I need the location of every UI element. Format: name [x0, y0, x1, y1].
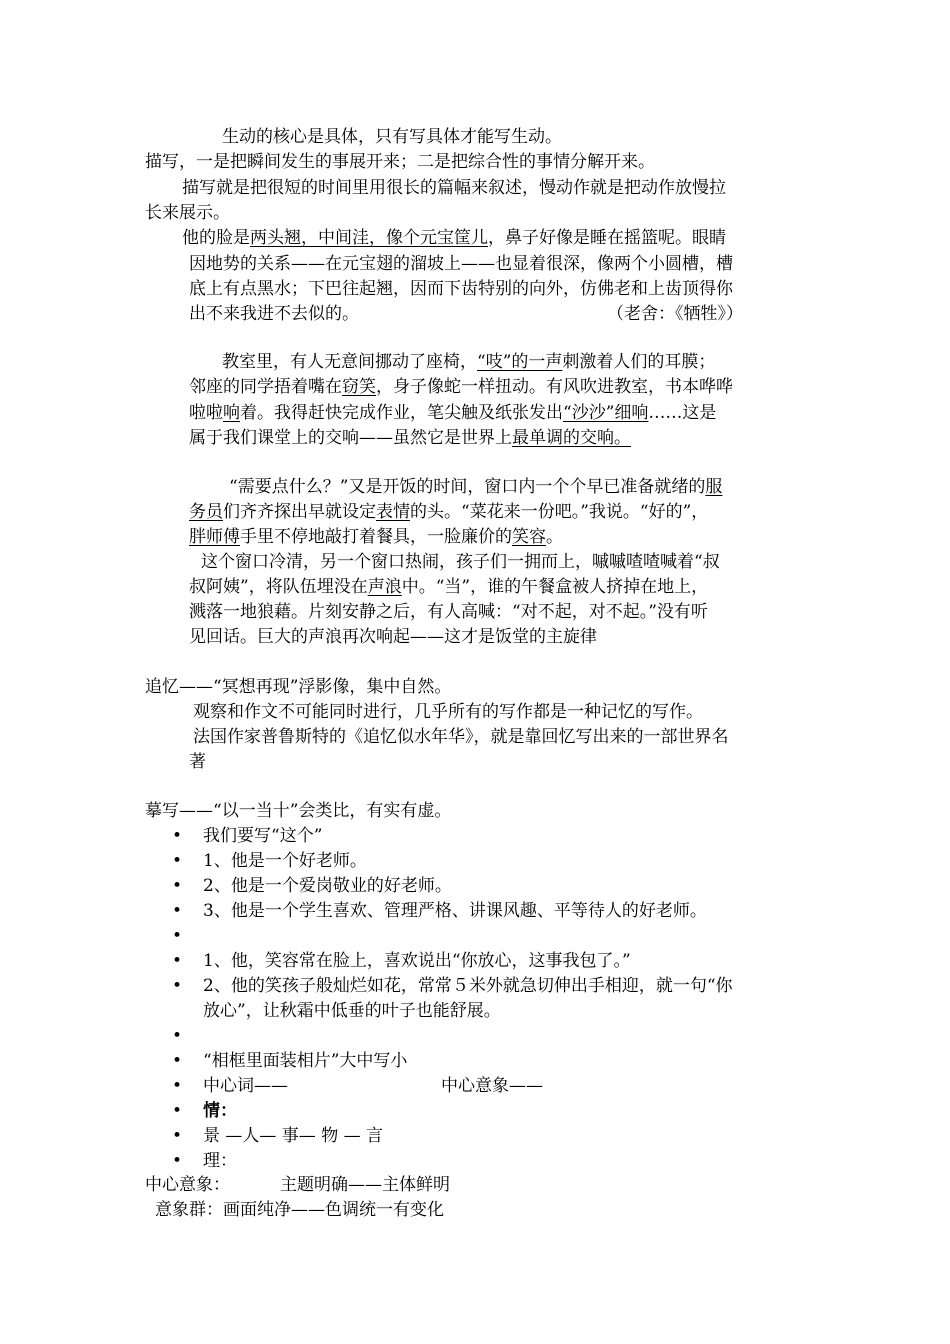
example-line: 这个窗口冷清，另一个窗口热闹，孩子们一拥而上，嘁嘁喳喳喊着“叔: [201, 552, 720, 572]
example-line: [189, 500, 708, 525]
text-line: 中心意象：: [145, 1175, 230, 1195]
example-line: [189, 525, 563, 550]
example-line: [189, 575, 708, 600]
text-run: ……这是: [648, 403, 717, 423]
text-line: 主题明确——主体鲜明: [280, 1175, 450, 1195]
underlined-text: 胖师傅: [189, 527, 240, 547]
bullet-icon: •: [172, 926, 183, 946]
example-line: 溅落一地狼藉。片刻安静之后，有人高喊：“对不起，对不起。”没有听: [189, 602, 708, 622]
bullet-icon: •: [172, 1151, 183, 1171]
underlined-text: 两头翘，中间洼，像个元宝筐儿: [250, 228, 488, 248]
list-item: 我们要写“这个”: [203, 826, 323, 846]
bullet-icon: •: [172, 1126, 183, 1146]
bullet-icon: •: [172, 876, 183, 896]
bullet-icon: •: [172, 826, 183, 846]
example-line: 底上有点黑水；下巴往起翘，因而下齿特别的向外，仿佛老和上齿顶得你: [189, 279, 733, 299]
text-run: 着。我得赶快完成作业，笔尖触及纸张发出: [240, 403, 563, 423]
text-run: 邻座的同学捂着嘴在: [189, 377, 342, 397]
bullet-icon: •: [172, 1101, 183, 1121]
text-run: ，鼻子好像是睡在摇篮呢。眼睛: [488, 228, 726, 248]
bullet-icon: •: [172, 1051, 183, 1071]
underlined-text: 服: [705, 477, 723, 497]
text-run: ，身子像蛇一样扭动。有风吹进教室，书本哗哗: [376, 377, 733, 397]
list-item: 理：: [203, 1151, 237, 1171]
section-heading: 追忆——“冥想再现”浮影像，集中自然。: [145, 677, 452, 697]
text-line: 著: [189, 752, 206, 772]
bullet-icon: •: [172, 851, 183, 871]
text-line: 意象群：画面纯净——色调统一有变化: [155, 1200, 444, 1220]
text-run: 手里不停地敲打着餐具，一脸廉价的: [240, 527, 512, 547]
text-line: 长来展示。: [145, 203, 230, 223]
bullet-icon: •: [172, 1026, 183, 1046]
text-run: “需要点什么？”又是开饭的时间，窗口内一个个早已准备就绪的: [229, 477, 706, 497]
example-line: 因地势的关系——在元宝翅的溜坡上——也显着很深，像两个小圆槽，槽: [189, 254, 733, 274]
underlined-text: 笑容: [512, 527, 546, 547]
example-line: [222, 350, 715, 375]
underlined-text: 响: [223, 403, 240, 423]
list-item: 1、他，笑容常在脸上，喜欢说出“你放心，这事我包了。”: [203, 951, 631, 971]
underlined-text: “沙沙”细响: [563, 403, 649, 423]
list-item-continuation: 放心”，让秋霜中低垂的叶子也能舒展。: [203, 1001, 501, 1021]
underlined-text: 务员: [189, 502, 223, 522]
bullet-icon: •: [172, 951, 183, 971]
list-item: 2、他是一个爱岗敬业的好老师。: [203, 876, 452, 896]
list-item: 中心词——: [203, 1076, 288, 1096]
bullet-icon: •: [172, 901, 183, 921]
section-heading: 摹写——“以一当十”会类比，有实有虚。: [145, 801, 452, 821]
example-line: [182, 226, 726, 251]
example-line: 见回话。巨大的声浪再次响起——这才是饭堂的主旋律: [189, 627, 597, 647]
text-run: 教室里，有人无意间挪动了座椅，: [222, 352, 477, 372]
underlined-text: 声浪: [367, 577, 402, 597]
list-item-extra: 中心意象——: [441, 1076, 543, 1096]
list-item: 1、他是一个好老师。: [203, 851, 367, 871]
text-run: 啦啦: [189, 403, 223, 423]
underlined-text: 窃笑: [342, 377, 376, 397]
text-run: 属于我们课堂上的交响——虽然它是世界上: [189, 428, 512, 448]
underlined-text: 最单调的交响。: [512, 428, 631, 448]
example-line: 出不来我进不去似的。: [189, 304, 359, 324]
text-run: 中。“当”，谁的午餐盒被人挤掉在地上，: [401, 577, 709, 597]
text-run: 们齐齐探出早就设定: [223, 502, 376, 522]
text-line: 描写就是把很短的时间里用很长的篇幅来叙述，慢动作就是把动作放慢拉: [182, 178, 726, 198]
example-line: [189, 375, 733, 400]
text-run: 他的脸是: [182, 228, 250, 248]
text-run: 叔阿姨”，将队伍埋没在: [189, 577, 368, 597]
list-item: 景 —人— 事— 物 — 言: [203, 1126, 384, 1146]
list-item: 2、他的笑孩子般灿烂如花，常常５米外就急切伸出手相迎，就一句“你: [203, 976, 733, 996]
bullet-icon: •: [172, 1076, 183, 1096]
text-run: 的头。“菜花来一份吧。”我说。“好的”，: [410, 502, 709, 522]
bullet-icon: •: [172, 976, 183, 996]
example-line: [189, 401, 716, 426]
underlined-text: 表情: [376, 502, 410, 522]
citation: （老舍：《牺牲》）: [607, 304, 743, 324]
underlined-text: “吱”的一声: [477, 352, 563, 372]
list-item: “相框里面装相片”大中写小: [203, 1051, 408, 1071]
list-item: 情：: [203, 1101, 237, 1121]
example-line: [189, 426, 631, 451]
example-line: [229, 475, 722, 500]
text-run: 。: [546, 527, 563, 547]
text-run: 刺激着人们的耳膜；: [562, 352, 716, 372]
list-item: 3、他是一个学生喜欢、管理严格、讲课风趣、平等待人的好老师。: [203, 901, 707, 921]
text-line: 观察和作文不可能同时进行，几乎所有的写作都是一种记忆的写作。: [193, 702, 703, 722]
text-line: 描写，一是把瞬间发生的事展开来；二是把综合性的事情分解开来。: [145, 152, 655, 172]
text-line: 法国作家普鲁斯特的《追忆似水年华》，就是靠回忆写出来的一部世界名: [193, 727, 729, 747]
text-line: 生动的核心是具体，只有写具体才能写生动。: [222, 127, 562, 147]
